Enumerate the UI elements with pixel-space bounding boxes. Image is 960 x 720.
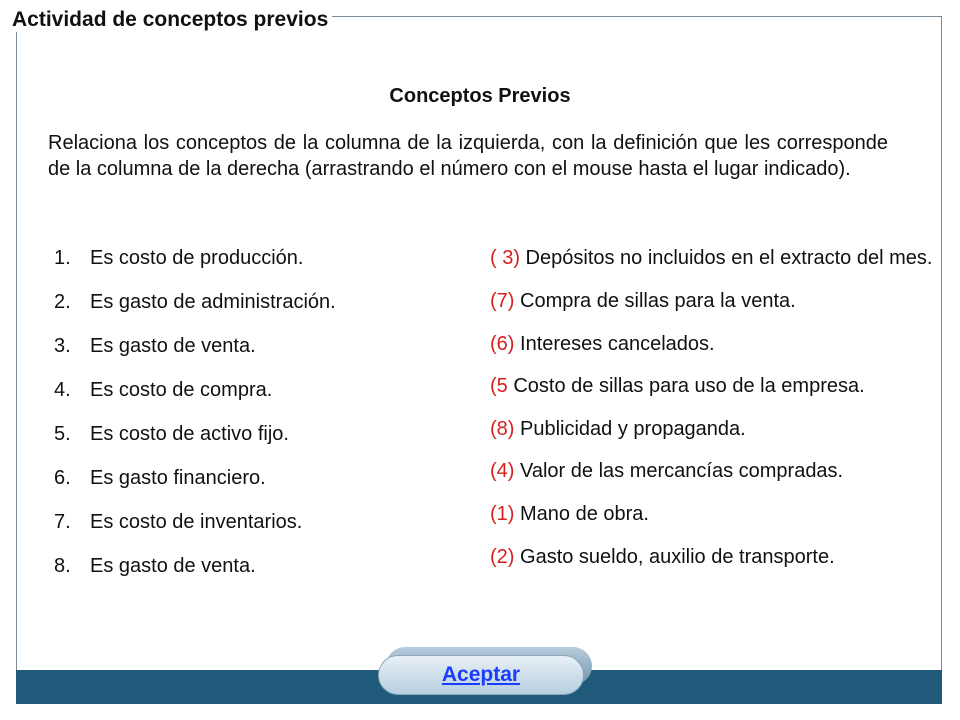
concept-number[interactable]: 4. xyxy=(54,379,71,401)
concept-text: Es costo de inventarios. xyxy=(90,511,303,533)
drop-target[interactable]: (5 xyxy=(490,375,508,398)
definition-item xyxy=(490,329,950,359)
concept-text: Es costo de activo fijo. xyxy=(90,423,289,445)
definition-item xyxy=(490,499,950,529)
definition-item xyxy=(490,244,950,272)
drop-target[interactable]: (8) xyxy=(490,417,515,440)
definition-item xyxy=(490,371,950,401)
definition-text: Valor de las mercancías compradas. xyxy=(514,460,844,483)
concept-text: Es gasto de administración. xyxy=(90,291,336,313)
accept-button[interactable]: Aceptar xyxy=(378,655,584,695)
window-title: Actividad de conceptos previos xyxy=(12,8,332,32)
drop-target[interactable]: (7) xyxy=(490,290,515,312)
concept-text: Es gasto financiero. xyxy=(90,467,266,489)
concept-text: Es gasto de venta. xyxy=(90,335,256,357)
definition-text: Publicidad y propaganda. xyxy=(514,417,746,440)
concept-number[interactable]: 1. xyxy=(54,247,71,269)
definitions-list xyxy=(490,244,950,584)
definition-text: Depósitos no incluidos en el extracto del mes. xyxy=(520,247,933,269)
concept-item[interactable] xyxy=(54,420,454,464)
concept-item[interactable] xyxy=(54,552,454,596)
concept-item[interactable] xyxy=(54,288,454,332)
definition-item xyxy=(490,414,950,444)
concept-number[interactable]: 3. xyxy=(54,335,71,357)
concept-item[interactable] xyxy=(54,464,454,508)
concept-number[interactable]: 5. xyxy=(54,423,71,445)
drop-target[interactable]: (1) xyxy=(490,502,515,525)
concept-item[interactable] xyxy=(54,332,454,376)
concept-number[interactable]: 6. xyxy=(54,467,71,489)
concept-number[interactable]: 7. xyxy=(54,511,71,533)
definition-item xyxy=(490,542,950,572)
definition-text: Gasto sueldo, auxilio de transporte. xyxy=(514,545,835,568)
concept-number[interactable]: 8. xyxy=(54,555,71,577)
definition-text: Compra de sillas para la venta. xyxy=(514,290,796,312)
definition-text: Intereses cancelados. xyxy=(514,332,715,355)
definition-text: Costo de sillas para uso de la empresa. xyxy=(507,375,865,398)
concept-item[interactable] xyxy=(54,244,454,288)
drop-target[interactable]: ( 3) xyxy=(490,247,520,269)
definition-item xyxy=(490,456,950,486)
concept-text: Es gasto de venta. xyxy=(90,555,256,577)
concept-text: Es costo de compra. xyxy=(90,379,273,401)
concept-item[interactable] xyxy=(54,376,454,420)
drop-target[interactable]: (6) xyxy=(490,332,515,355)
concept-item[interactable] xyxy=(54,508,454,552)
page-heading: Conceptos Previos xyxy=(389,85,571,107)
definition-text: Mano de obra. xyxy=(514,502,649,525)
concept-number[interactable]: 2. xyxy=(54,291,71,313)
instructions-text: Relaciona los conceptos de la columna de la izquierda, con la definición que les corresponde de la columna de la derecha (arrastrando el número con el mouse hasta el lugar indicado). xyxy=(48,132,888,180)
concepts-list xyxy=(54,244,454,596)
drop-target[interactable]: (2) xyxy=(490,545,515,568)
concept-text: Es costo de producción. xyxy=(90,247,304,269)
definition-item xyxy=(490,286,950,316)
drop-target[interactable]: (4) xyxy=(490,460,515,483)
